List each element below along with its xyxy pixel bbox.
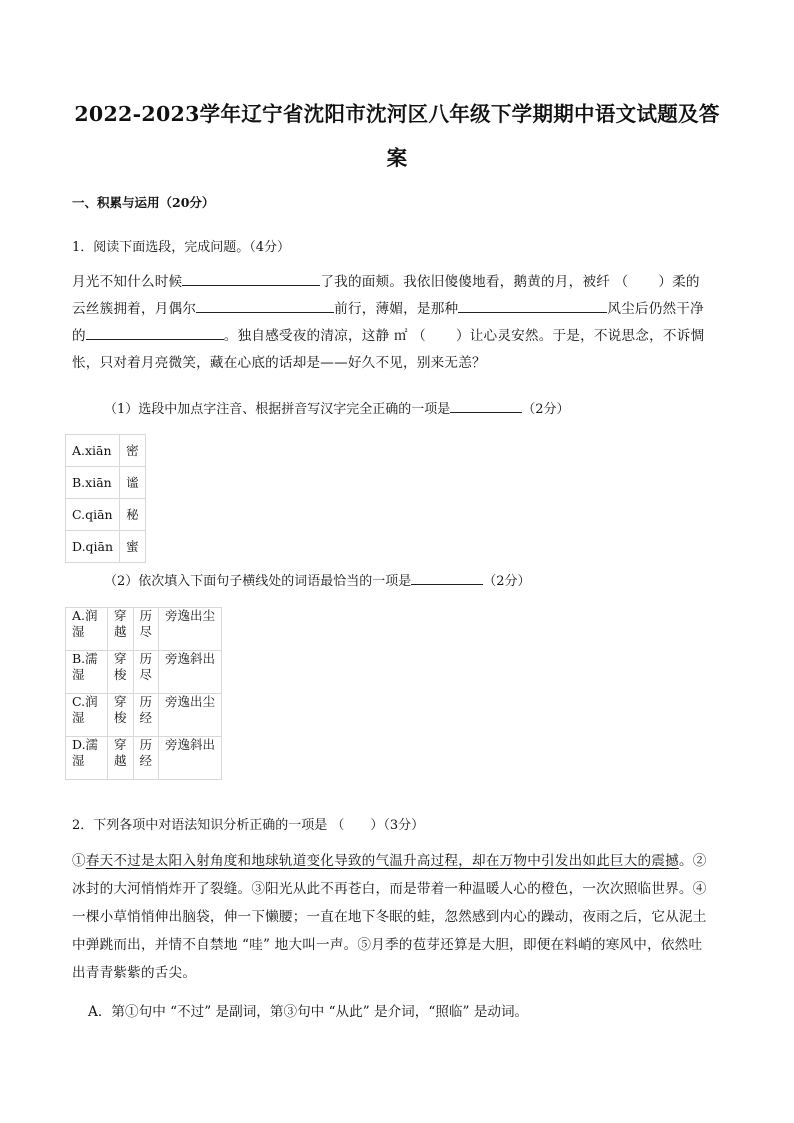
option-label: A.润湿 (66, 608, 108, 651)
subquestion-1-options (65, 434, 146, 563)
option-row[interactable] (66, 737, 222, 780)
passage-line-2: 冰封的大河悄悄炸开了裂缝。③阳光从此不再苍白，而是带着一种温暖人心的橙色，一次次照临世界。④ (72, 881, 707, 897)
option-label: D.濡湿 (66, 737, 108, 780)
option-label: B.xiān (66, 467, 120, 499)
passage-line-1: ①春天不过是太阳入射角度和地球轨道变化导致的气温升高过程，却在万物中引发出如此巨大的震撼。② (72, 853, 707, 869)
title-line-2: 案 (386, 146, 408, 170)
option-row[interactable] (66, 694, 222, 737)
option-char: 密 (120, 435, 146, 467)
option-row[interactable] (66, 499, 146, 531)
question-2-passage (72, 847, 724, 987)
option-word: 穿 梭 (108, 651, 134, 694)
question-1-stem: 1．阅读下面选段，完成问题。（4分） (72, 240, 291, 255)
answer-blank[interactable] (450, 397, 522, 413)
option-label: C.润湿 (66, 694, 108, 737)
question-1-passage (72, 269, 724, 377)
option-row[interactable] (66, 435, 146, 467)
fill-blank[interactable] (86, 324, 224, 340)
fill-blank[interactable] (196, 297, 334, 313)
fill-blank[interactable] (182, 270, 320, 286)
title-line-1: 2022-2023学年辽宁省沈阳市沈河区八年级下学期期中语文试题及答 (74, 102, 720, 126)
option-label: B.濡湿 (66, 651, 108, 694)
option-word: 旁逸出尘 (159, 694, 222, 737)
passage-line-2: 云丝簇拥着，月偶尔 前行，薄媚，是那种 风尘后仍然干净 (72, 296, 724, 323)
option-word: 历 经 (133, 694, 159, 737)
subquestion-2: （2）依次填入下面句子横线处的词语最恰当的一项是 （2分） (104, 569, 531, 589)
answer-blank[interactable] (411, 569, 483, 585)
subquestion-1: （1）选段中加点字注音、根据拼音写汉字完全正确的一项是 （2分） (104, 397, 570, 417)
question-2-stem: 2．下列各项中对语法知识分析正确的一项是 （ ）（3分） (72, 818, 425, 833)
fill-blank[interactable] (458, 297, 607, 313)
option-word: 历 尽 (133, 651, 159, 694)
option-word: 穿 梭 (108, 694, 134, 737)
passage-line-4: 中弹跳而出，并情不自禁地 “哇” 地大叫一声。⑤月季的苞芽还算是大胆，即便在料峭的寒风中，依然吐 (72, 937, 703, 953)
option-word: 历 经 (133, 737, 159, 780)
document-title (70, 92, 724, 180)
subquestion-2-options (65, 607, 222, 780)
option-word: 旁逸斜出 (159, 737, 222, 780)
option-word: 穿 越 (108, 608, 134, 651)
option-row[interactable] (66, 531, 146, 563)
option-char: 秘 (120, 499, 146, 531)
option-char: 谧 (120, 467, 146, 499)
option-word: 穿 越 (108, 737, 134, 780)
underlined-sentence: 春天不过是太阳入射角度和地球轨道变化导致的气温升高过程，却在万物中引发出如此巨大的震撼 (85, 853, 679, 869)
section-heading: 一、积累与运用（20分） (72, 195, 215, 210)
option-row[interactable] (66, 467, 146, 499)
option-word: 旁逸出尘 (159, 608, 222, 651)
option-label: D.qiān (66, 531, 120, 563)
option-row[interactable] (66, 608, 222, 651)
option-word: 旁逸斜出 (159, 651, 222, 694)
passage-line-5: 出青青紫紫的舌尖。 (72, 965, 197, 981)
option-word: 历 尽 (133, 608, 159, 651)
option-row[interactable] (66, 651, 222, 694)
option-label: C.qiān (66, 499, 120, 531)
passage-line-3: 的 。独自感受夜的清凉，这静 ㎡ （ ）让心灵安然。于是，不说思念，不诉惆 (72, 323, 724, 350)
question-2-option-a[interactable]: A．第①句中 “不过” 是副词，第③句中 “从此” 是介词，“照临” 是动词。 (88, 1004, 529, 1020)
option-char: 蜜 (120, 531, 146, 563)
passage-line-3: 一棵小草悄悄伸出脑袋，伸一下懒腰；一直在地下冬眠的蛙，忽然感到内心的躁动，夜雨之后，它从泥土 (72, 909, 707, 925)
option-label: A.xiān (66, 435, 120, 467)
passage-line-4: 怅，只对着月亮微笑，藏在心底的话却是——好久不见，别来无恙？ (72, 355, 486, 371)
passage-line-1: 月光不知什么时候 了我的面颊。我依旧傻傻地看，鹅黄的月，被纤 （ ）柔的 (72, 269, 724, 296)
